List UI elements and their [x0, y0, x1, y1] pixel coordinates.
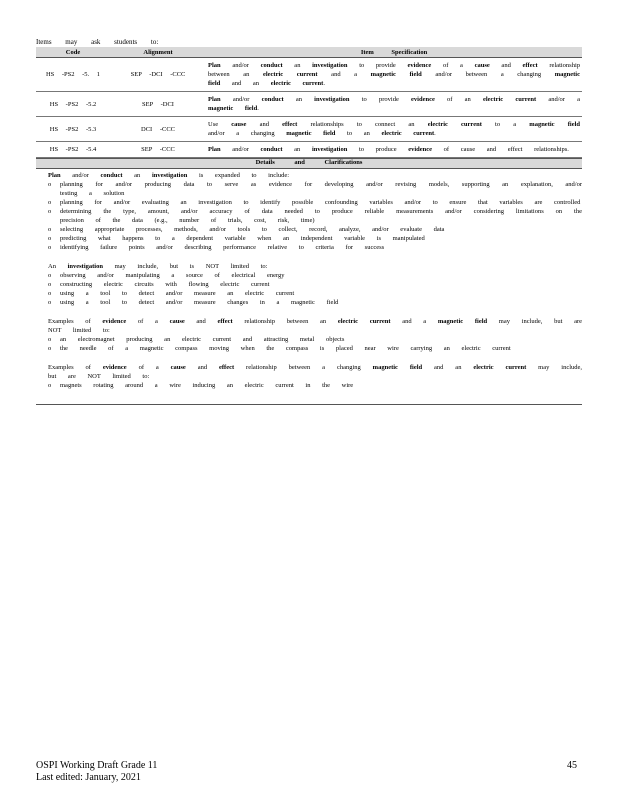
list-item [48, 344, 582, 353]
keyword: field [474, 318, 488, 325]
text-run: relationship between an [208, 62, 581, 78]
list-item [48, 180, 582, 198]
text-run: and a [317, 71, 371, 78]
keyword: magnetic [437, 318, 464, 325]
circle-bullet-icon: o [48, 336, 52, 343]
list-item [48, 198, 582, 207]
keyword: investigation [314, 96, 350, 103]
details-block [36, 262, 582, 307]
text-run [283, 71, 297, 78]
text-run: and/or [220, 62, 261, 69]
details-list [36, 381, 582, 390]
standard-code: HS -PS2 -5.3 [36, 117, 110, 142]
keyword: conduct [100, 172, 123, 179]
text-run: may include, but is NOT limited to: [102, 263, 268, 270]
text-run: relationships to connect an [297, 121, 428, 128]
text-run: and/or [220, 146, 261, 153]
text-run: to produce [347, 146, 409, 153]
square-bullet-icon [38, 363, 43, 372]
list-item [48, 225, 582, 234]
keyword: evidence [407, 62, 432, 69]
details-heading: Details and Clarifications [36, 158, 582, 169]
footer-draft-label: OSPI Working Draft Grade 11 [36, 760, 158, 771]
text-run: an [282, 62, 313, 69]
keyword: electric [262, 71, 284, 78]
text-run [463, 318, 475, 325]
square-bullet-icon [38, 262, 43, 271]
list-item-text: selecting appropriate processes, methods, and/or tools to collect, record, analyze, and/or evaluate data [60, 226, 445, 233]
text-run: and an [220, 80, 271, 87]
list-item [48, 243, 582, 252]
keyword: field [323, 130, 336, 137]
square-bullet-icon [38, 171, 43, 180]
table-row [36, 142, 582, 158]
keyword: conduct [260, 146, 283, 153]
list-item-text: constructing electric circuits with flowing electric current [60, 281, 270, 288]
list-item [48, 289, 582, 298]
text-run [402, 130, 414, 137]
keyword: magnetic [554, 71, 580, 78]
text-run: Examples of [48, 364, 103, 371]
keyword: current [515, 96, 537, 103]
keyword: current [296, 71, 318, 78]
alignment-cell: SEP -DCI [110, 92, 206, 117]
text-run: of an [434, 96, 483, 103]
details-lead [36, 317, 582, 335]
keyword: current [302, 80, 324, 87]
text-run: to provide [347, 62, 408, 69]
text-run: An [48, 263, 68, 270]
keyword: Plan [208, 146, 221, 153]
list-item-text: using a tool to detect and/or measure changes in a magnetic field [60, 299, 339, 306]
text-run: and an [422, 364, 474, 371]
list-item-text: determining the type, amount, and/or accuracy of data needed to produce reliable measurements and/or considering limitations on the precision of the data (e.g., number of trials, cost, risk, time) [60, 208, 582, 224]
footer [36, 760, 157, 784]
details-body [36, 171, 582, 390]
keyword: cause [231, 121, 247, 128]
keyword: electric [337, 318, 359, 325]
list-item [48, 234, 582, 243]
keyword: electric [427, 121, 448, 128]
text-run: and/or a changing [208, 130, 287, 137]
circle-bullet-icon: o [48, 345, 52, 352]
details-list [36, 335, 582, 353]
text-run: and [489, 62, 523, 69]
text-run: is expanded to include: [187, 172, 290, 179]
circle-bullet-icon: o [48, 290, 52, 297]
text-run: an [282, 146, 312, 153]
list-item [48, 381, 582, 390]
keyword: magnetic [529, 121, 555, 128]
alignment-cell: DCI -CCC [110, 117, 206, 142]
table-row [36, 117, 582, 142]
text-run: and/or a [536, 96, 581, 103]
circle-bullet-icon: o [48, 299, 52, 306]
keyword: evidence [408, 146, 433, 153]
spec-header: Item Specification [206, 47, 582, 58]
keyword: evidence [102, 318, 127, 325]
alignment-cell: SEP -DCI -CCC [110, 58, 206, 92]
text-run [396, 71, 410, 78]
circle-bullet-icon: o [48, 226, 52, 233]
keyword: investigation [312, 62, 348, 69]
circle-bullet-icon: o [48, 181, 52, 188]
text-run: an [122, 172, 152, 179]
keyword: effect [217, 318, 233, 325]
text-run [291, 80, 303, 87]
circle-bullet-icon: o [48, 235, 52, 242]
text-run: and/or [60, 172, 101, 179]
keyword: investigation [67, 263, 103, 270]
circle-bullet-icon: o [48, 272, 52, 279]
text-run: to an [335, 130, 382, 137]
item-specification [206, 58, 582, 92]
keyword: current [369, 318, 391, 325]
details-lead [36, 363, 582, 381]
keyword: magnetic [286, 130, 312, 137]
keyword: evidence [102, 364, 127, 371]
item-specification [206, 117, 582, 142]
table-body [36, 58, 582, 158]
keyword: cause [169, 318, 185, 325]
list-item-text: predicting what happens to a dependent variable when an independent variable is manipulated [60, 235, 425, 242]
keyword: conduct [260, 62, 283, 69]
item-specification-table [36, 47, 582, 158]
circle-bullet-icon: o [48, 208, 52, 215]
keyword: Plan [48, 172, 61, 179]
keyword: cause [170, 364, 186, 371]
text-run [398, 364, 410, 371]
text-run: relationship between an [232, 318, 338, 325]
list-item-text: identifying failure points and/or describing performance relative to criteria for success [60, 244, 385, 251]
code-header: Code [36, 47, 110, 58]
text-run [358, 318, 370, 325]
text-run: relationship between a changing [234, 364, 373, 371]
text-run: of a [126, 364, 171, 371]
standard-code: HS -PS2 -5.4 [36, 142, 110, 158]
intro-text: Items may ask students to: [36, 38, 159, 46]
list-item-text: planning for and/or evaluating an investigation to identify possible confounding variables and/or to ensure that variables are controlled [60, 199, 581, 206]
text-run: of cause and effect relationships. [432, 146, 569, 153]
text-run: and/or [220, 96, 262, 103]
circle-bullet-icon: o [48, 199, 52, 206]
keyword: current [461, 121, 482, 128]
keyword: evidence [411, 96, 435, 103]
list-item [48, 280, 582, 289]
text-run: and [185, 364, 219, 371]
text-run [494, 364, 506, 371]
keyword: electric [270, 80, 291, 87]
text-run: Use [208, 121, 232, 128]
circle-bullet-icon: o [48, 281, 52, 288]
text-run [233, 105, 245, 112]
keyword: investigation [151, 172, 188, 179]
text-run: of a [126, 318, 170, 325]
table-row [36, 58, 582, 92]
text-run: and [184, 318, 218, 325]
text-run: . [257, 105, 259, 112]
text-run: may include, but are NOT limited to: [48, 364, 583, 380]
keyword: current [505, 364, 527, 371]
text-run: Examples of [48, 318, 103, 325]
text-run [503, 96, 515, 103]
list-item-text: an electromagnet producing an electric current and attracting metal objects [60, 336, 345, 343]
text-run [448, 121, 461, 128]
text-run: and/or between a changing [421, 71, 555, 78]
keyword: magnetic [370, 71, 396, 78]
text-run: and [246, 121, 283, 128]
list-item [48, 207, 582, 225]
text-run: to provide [349, 96, 412, 103]
item-specification [206, 142, 582, 158]
keyword: effect [219, 364, 235, 371]
text-run [555, 121, 568, 128]
keyword: electric [381, 130, 402, 137]
table-header-row [36, 47, 582, 58]
details-block [36, 317, 582, 353]
text-run: an [283, 96, 315, 103]
circle-bullet-icon: o [48, 382, 52, 389]
table-row [36, 92, 582, 117]
list-item-text: magnets rotating around a wire inducing an electric current in the wire [60, 382, 354, 389]
standard-code: HS -PS2 -5.2 [36, 92, 110, 117]
list-item-text: observing and/or manipulating a source of electrical energy [60, 272, 285, 279]
footer-last-edited: Last edited: January, 2021 [36, 772, 141, 783]
keyword: Plan [208, 96, 221, 103]
details-list [36, 271, 582, 307]
circle-bullet-icon: o [48, 244, 52, 251]
keyword: current [413, 130, 435, 137]
alignment-header: Alignment [110, 47, 206, 58]
details-lead [36, 171, 582, 180]
keyword: conduct [261, 96, 284, 103]
list-item-text: planning for and/or producing data to serve as evidence for developing and/or revising models, supporting an explanation, and/or testing a solution [60, 181, 582, 197]
document-page [36, 38, 582, 405]
list-item-text: using a tool to detect and/or measure an electric current [60, 290, 295, 297]
keyword: investigation [311, 146, 348, 153]
list-item [48, 271, 582, 280]
text-run: may include, but are NOT limited to: [48, 318, 583, 334]
keyword: electric [482, 96, 504, 103]
keyword: field [567, 121, 580, 128]
bottom-rule [36, 404, 582, 405]
square-bullet-icon [38, 317, 43, 326]
keyword: field [409, 71, 422, 78]
page-number: 45 [567, 760, 577, 771]
keyword: magnetic [208, 105, 234, 112]
text-run: of a [431, 62, 475, 69]
keyword: electric [473, 364, 494, 371]
list-item [48, 335, 582, 344]
standard-code: HS -PS2 -5. 1 [36, 58, 110, 92]
text-run: . [434, 130, 436, 137]
text-run: and a [390, 318, 438, 325]
details-list [36, 180, 582, 252]
keyword: magnetic [372, 364, 398, 371]
keyword: cause [474, 62, 490, 69]
details-lead [36, 262, 582, 271]
keyword: field [409, 364, 423, 371]
text-run [311, 130, 323, 137]
alignment-cell: SEP -CCC [110, 142, 206, 158]
keyword: Plan [208, 62, 221, 69]
keyword: effect [282, 121, 298, 128]
keyword: field [244, 105, 258, 112]
item-specification [206, 92, 582, 117]
text-run: to a [481, 121, 530, 128]
keyword: effect [522, 62, 538, 69]
details-block [36, 171, 582, 252]
text-run: . [323, 80, 325, 87]
list-item [48, 298, 582, 307]
list-item-text: the needle of a magnetic compass moving when the compass is placed near wire carrying an electric current [60, 345, 511, 352]
details-block [36, 363, 582, 390]
keyword: field [208, 80, 221, 87]
